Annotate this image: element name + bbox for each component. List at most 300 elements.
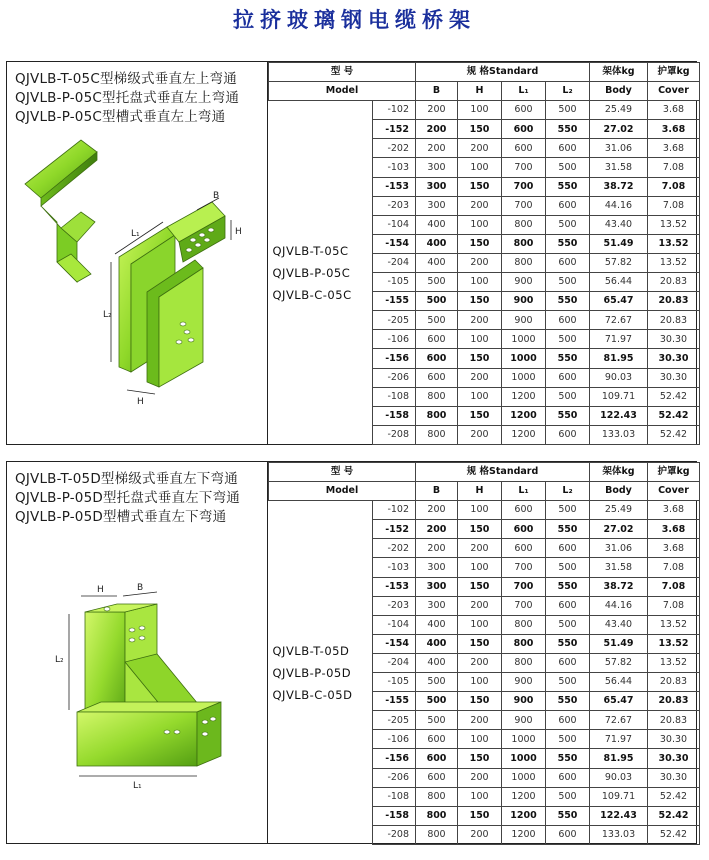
header-col-l1: L₁ [502, 482, 546, 501]
cell-l1: 1000 [502, 749, 546, 768]
cell-cover: 3.68 [648, 120, 700, 139]
cell-cover: 13.52 [648, 215, 700, 234]
dimension-label-l1: L₁ [133, 781, 142, 791]
cell-body: 122.43 [590, 806, 648, 825]
cell-h: 150 [458, 749, 502, 768]
cell-l1: 900 [502, 311, 546, 330]
cell-h: 150 [458, 120, 502, 139]
cell-l1: 800 [502, 234, 546, 253]
cell-code: -156 [373, 349, 416, 368]
cell-b: 600 [416, 368, 458, 387]
cell-cover: 7.08 [648, 158, 700, 177]
cell-h: 100 [458, 673, 502, 692]
cell-l2: 500 [546, 673, 590, 692]
cell-l2: 600 [546, 539, 590, 558]
cell-h: 200 [458, 711, 502, 730]
cell-l1: 1200 [502, 406, 546, 425]
cell-l2: 600 [546, 653, 590, 672]
cell-code: -203 [373, 196, 416, 215]
table-row [269, 101, 700, 120]
cell-code: -206 [373, 768, 416, 787]
cell-h: 200 [458, 253, 502, 272]
cell-body: 71.97 [590, 330, 648, 349]
cell-body: 31.06 [590, 539, 648, 558]
cell-l2: 550 [546, 349, 590, 368]
cell-h: 200 [458, 368, 502, 387]
cell-code: -152 [373, 120, 416, 139]
cell-code: -104 [373, 615, 416, 634]
cell-b: 600 [416, 749, 458, 768]
cell-h: 100 [458, 387, 502, 406]
cell-b: 400 [416, 234, 458, 253]
cell-l2: 500 [546, 101, 590, 120]
product-panel-05c [6, 61, 697, 445]
product-panel-05d [6, 461, 697, 844]
cell-code: -106 [373, 330, 416, 349]
cell-body: 133.03 [590, 425, 648, 444]
product-description [15, 70, 239, 127]
cell-l1: 800 [502, 634, 546, 653]
header-cover-en: Cover [648, 82, 700, 101]
cell-b: 400 [416, 615, 458, 634]
dimension-label-h: H [97, 585, 104, 595]
cell-cover: 52.42 [648, 825, 700, 844]
cell-l1: 600 [502, 520, 546, 539]
header-col-l1: L₁ [502, 82, 546, 101]
cell-l1: 800 [502, 215, 546, 234]
cell-l2: 550 [546, 806, 590, 825]
cell-l1: 1200 [502, 425, 546, 444]
cell-cover: 52.42 [648, 425, 700, 444]
cell-l1: 900 [502, 711, 546, 730]
cell-body: 31.06 [590, 139, 648, 158]
cell-body: 57.82 [590, 653, 648, 672]
spec-table-05c [267, 62, 698, 444]
cell-code: -102 [373, 501, 416, 520]
cell-cover: 52.42 [648, 406, 700, 425]
cell-code: -154 [373, 634, 416, 653]
cell-l1: 800 [502, 253, 546, 272]
product-info-05d [7, 462, 267, 843]
cell-l2: 500 [546, 330, 590, 349]
cell-body: 25.49 [590, 501, 648, 520]
cell-h: 100 [458, 215, 502, 234]
cell-l2: 500 [546, 787, 590, 806]
cell-l2: 600 [546, 768, 590, 787]
cell-cover: 7.08 [648, 577, 700, 596]
cell-h: 150 [458, 692, 502, 711]
cell-h: 200 [458, 539, 502, 558]
dimension-label-b: B [213, 191, 220, 201]
cell-body: 109.71 [590, 787, 648, 806]
cell-l2: 600 [546, 711, 590, 730]
cell-body: 44.16 [590, 196, 648, 215]
cell-body: 27.02 [590, 120, 648, 139]
cell-b: 200 [416, 139, 458, 158]
cell-code: -155 [373, 692, 416, 711]
cell-l2: 550 [546, 234, 590, 253]
cell-h: 200 [458, 425, 502, 444]
cell-code: -104 [373, 215, 416, 234]
cell-l2: 600 [546, 596, 590, 615]
cell-body: 51.49 [590, 234, 648, 253]
cell-l2: 550 [546, 406, 590, 425]
cell-cover: 3.68 [648, 539, 700, 558]
header-col-b: B [416, 482, 458, 501]
cell-h: 200 [458, 596, 502, 615]
cell-l1: 800 [502, 615, 546, 634]
cell-code: -153 [373, 177, 416, 196]
cell-h: 100 [458, 273, 502, 292]
cell-l2: 500 [546, 387, 590, 406]
cell-h: 200 [458, 311, 502, 330]
dimension-label-l1: L₁ [131, 229, 140, 239]
cell-h: 100 [458, 730, 502, 749]
cell-code: -105 [373, 673, 416, 692]
dimension-label-h-bottom: H [137, 397, 144, 407]
cell-code: -102 [373, 101, 416, 120]
dimension-label-h: H [235, 227, 242, 237]
header-col-b: B [416, 82, 458, 101]
cell-h: 100 [458, 330, 502, 349]
cell-l1: 700 [502, 196, 546, 215]
cell-cover: 20.83 [648, 692, 700, 711]
cell-body: 122.43 [590, 406, 648, 425]
cell-b: 800 [416, 425, 458, 444]
cell-cover: 20.83 [648, 673, 700, 692]
header-body-en: Body [590, 82, 648, 101]
cell-cover: 7.08 [648, 596, 700, 615]
header-cover-en: Cover [648, 482, 700, 501]
cell-body: 65.47 [590, 292, 648, 311]
cell-l1: 1200 [502, 825, 546, 844]
cell-cover: 30.30 [648, 768, 700, 787]
dimension-label-l2: L₂ [103, 310, 112, 320]
cell-code: -105 [373, 273, 416, 292]
cell-body: 72.67 [590, 711, 648, 730]
cell-b: 400 [416, 215, 458, 234]
header-cover-cn: 护罩kg [648, 63, 700, 82]
product-description [15, 470, 240, 527]
cell-h: 150 [458, 634, 502, 653]
cell-code: -202 [373, 139, 416, 158]
cell-l1: 900 [502, 273, 546, 292]
cell-b: 800 [416, 387, 458, 406]
model-name: QJVLB-P-05C [272, 265, 351, 280]
cell-l1: 1200 [502, 806, 546, 825]
cell-l1: 700 [502, 596, 546, 615]
cell-h: 150 [458, 806, 502, 825]
cell-code: -154 [373, 234, 416, 253]
cell-h: 150 [458, 234, 502, 253]
cell-l1: 600 [502, 101, 546, 120]
cell-b: 400 [416, 634, 458, 653]
cell-l1: 600 [502, 120, 546, 139]
cell-h: 200 [458, 196, 502, 215]
cell-b: 600 [416, 768, 458, 787]
cell-b: 500 [416, 711, 458, 730]
description-line: QJVLB-P-05D型托盘式垂直左下弯通 [15, 490, 240, 506]
cell-cover: 52.42 [648, 387, 700, 406]
cell-h: 100 [458, 787, 502, 806]
cell-code: -205 [373, 311, 416, 330]
cell-l1: 800 [502, 653, 546, 672]
cell-body: 90.03 [590, 768, 648, 787]
cell-b: 300 [416, 196, 458, 215]
cell-code: -158 [373, 406, 416, 425]
header-col-h: H [458, 82, 502, 101]
cell-l1: 700 [502, 177, 546, 196]
cell-l1: 1200 [502, 787, 546, 806]
cell-h: 150 [458, 292, 502, 311]
cell-code: -205 [373, 711, 416, 730]
cell-code: -208 [373, 825, 416, 844]
cell-l1: 1200 [502, 387, 546, 406]
model-names-cell [269, 101, 373, 445]
description-line: QJVLB-T-05D型梯级式垂直左下弯通 [15, 471, 238, 487]
cell-l1: 600 [502, 539, 546, 558]
cell-b: 200 [416, 501, 458, 520]
cell-l2: 600 [546, 425, 590, 444]
cell-body: 43.40 [590, 215, 648, 234]
cell-body: 56.44 [590, 273, 648, 292]
header-col-l2: L₂ [546, 82, 590, 101]
cell-code: -106 [373, 730, 416, 749]
header-body-cn: 架体kg [590, 63, 648, 82]
cell-b: 800 [416, 825, 458, 844]
product-info-05c [7, 62, 267, 444]
cell-code: -206 [373, 368, 416, 387]
cell-b: 300 [416, 558, 458, 577]
cell-h: 100 [458, 615, 502, 634]
cell-l2: 600 [546, 253, 590, 272]
cell-cover: 7.08 [648, 177, 700, 196]
cell-code: -208 [373, 425, 416, 444]
cell-body: 71.97 [590, 730, 648, 749]
cell-code: -103 [373, 158, 416, 177]
cell-cover: 20.83 [648, 292, 700, 311]
cell-l2: 500 [546, 558, 590, 577]
cell-b: 300 [416, 577, 458, 596]
cell-l2: 600 [546, 825, 590, 844]
cell-b: 300 [416, 158, 458, 177]
cell-l2: 550 [546, 177, 590, 196]
cell-l1: 900 [502, 673, 546, 692]
cell-body: 57.82 [590, 253, 648, 272]
cell-b: 400 [416, 253, 458, 272]
cell-l2: 550 [546, 120, 590, 139]
header-col-l2: L₂ [546, 482, 590, 501]
description-line: QJVLB-T-05C型梯级式垂直左上弯通 [15, 71, 237, 87]
cell-h: 150 [458, 349, 502, 368]
cell-l1: 600 [502, 139, 546, 158]
cell-h: 200 [458, 825, 502, 844]
header-model-en: Model [269, 482, 416, 501]
model-name: QJVLB-T-05D [272, 643, 350, 658]
cell-h: 200 [458, 653, 502, 672]
spec-rows [269, 101, 700, 445]
cell-l1: 1000 [502, 768, 546, 787]
cell-l1: 1000 [502, 368, 546, 387]
cell-l2: 550 [546, 749, 590, 768]
cell-cover: 30.30 [648, 349, 700, 368]
cell-b: 400 [416, 653, 458, 672]
model-name: QJVLB-C-05D [272, 687, 353, 702]
cell-code: -108 [373, 387, 416, 406]
cell-b: 500 [416, 311, 458, 330]
cell-l2: 550 [546, 577, 590, 596]
cell-l1: 900 [502, 692, 546, 711]
cell-l2: 500 [546, 215, 590, 234]
cell-l2: 550 [546, 520, 590, 539]
cell-h: 100 [458, 501, 502, 520]
cell-code: -153 [373, 577, 416, 596]
cell-body: 133.03 [590, 825, 648, 844]
cell-b: 800 [416, 406, 458, 425]
page-title: 拉挤玻璃钢电缆桥架 [233, 7, 476, 32]
cell-body: 109.71 [590, 387, 648, 406]
cell-b: 500 [416, 673, 458, 692]
cell-body: 31.58 [590, 558, 648, 577]
cell-h: 150 [458, 406, 502, 425]
cell-b: 600 [416, 330, 458, 349]
cell-l2: 550 [546, 692, 590, 711]
cell-l2: 600 [546, 368, 590, 387]
cell-l2: 500 [546, 273, 590, 292]
description-line: QJVLB-P-05C型托盘式垂直左上弯通 [15, 90, 240, 106]
cell-l2: 600 [546, 139, 590, 158]
cell-l2: 500 [546, 158, 590, 177]
cell-body: 81.95 [590, 349, 648, 368]
cell-b: 200 [416, 120, 458, 139]
cell-b: 500 [416, 273, 458, 292]
cell-cover: 13.52 [648, 653, 700, 672]
cell-h: 200 [458, 768, 502, 787]
cell-b: 600 [416, 349, 458, 368]
cell-code: -156 [373, 749, 416, 768]
cell-b: 300 [416, 596, 458, 615]
header-spec: 规 格Standard [416, 463, 590, 482]
model-name: QJVLB-P-05D [272, 665, 352, 680]
cell-cover: 30.30 [648, 368, 700, 387]
header-col-h: H [458, 482, 502, 501]
cell-cover: 13.52 [648, 253, 700, 272]
cell-cover: 13.52 [648, 634, 700, 653]
dimension-label-b: B [137, 583, 144, 593]
cell-b: 800 [416, 806, 458, 825]
header-model-cn: 型 号 [269, 463, 416, 482]
cell-code: -204 [373, 253, 416, 272]
cell-cover: 13.52 [648, 234, 700, 253]
cell-l2: 500 [546, 615, 590, 634]
cell-b: 200 [416, 520, 458, 539]
cell-l1: 1000 [502, 330, 546, 349]
cell-code: -204 [373, 653, 416, 672]
cell-l1: 1000 [502, 730, 546, 749]
cell-cover: 3.68 [648, 501, 700, 520]
model-names-cell [269, 501, 373, 845]
spec-rows [269, 501, 700, 845]
cell-l1: 700 [502, 558, 546, 577]
cell-l2: 500 [546, 730, 590, 749]
description-line: QJVLB-P-05D型槽式垂直左下弯通 [15, 509, 227, 525]
vertical-left-up-bend-illustration [7, 132, 267, 442]
description-line: QJVLB-P-05C型槽式垂直左上弯通 [15, 109, 226, 125]
cell-l1: 700 [502, 158, 546, 177]
cell-h: 200 [458, 139, 502, 158]
cell-cover: 7.08 [648, 196, 700, 215]
cell-b: 200 [416, 539, 458, 558]
cell-l2: 600 [546, 311, 590, 330]
model-name: QJVLB-T-05C [272, 243, 349, 258]
cell-cover: 20.83 [648, 711, 700, 730]
cell-code: -103 [373, 558, 416, 577]
cell-body: 43.40 [590, 615, 648, 634]
cell-body: 81.95 [590, 749, 648, 768]
cell-code: -158 [373, 806, 416, 825]
header-model-en: Model [269, 82, 416, 101]
cell-cover: 3.68 [648, 101, 700, 120]
cell-cover: 30.30 [648, 330, 700, 349]
cell-b: 500 [416, 292, 458, 311]
cell-h: 150 [458, 520, 502, 539]
cell-body: 38.72 [590, 177, 648, 196]
cell-h: 150 [458, 177, 502, 196]
cell-body: 25.49 [590, 101, 648, 120]
cell-l1: 900 [502, 292, 546, 311]
cell-l1: 600 [502, 501, 546, 520]
cell-cover: 20.83 [648, 311, 700, 330]
cell-h: 100 [458, 101, 502, 120]
cell-b: 600 [416, 730, 458, 749]
cell-body: 72.67 [590, 311, 648, 330]
spec-table-05d [267, 462, 698, 843]
cell-cover: 52.42 [648, 806, 700, 825]
cell-l2: 600 [546, 196, 590, 215]
dimension-label-l2: L₂ [55, 655, 64, 665]
cell-body: 51.49 [590, 634, 648, 653]
cell-cover: 30.30 [648, 730, 700, 749]
cell-body: 27.02 [590, 520, 648, 539]
cell-cover: 52.42 [648, 787, 700, 806]
header-cover-cn: 护罩kg [648, 463, 700, 482]
cell-b: 800 [416, 787, 458, 806]
cell-l2: 550 [546, 634, 590, 653]
cell-h: 100 [458, 558, 502, 577]
cell-body: 56.44 [590, 673, 648, 692]
header-model-cn: 型 号 [269, 63, 416, 82]
cell-cover: 30.30 [648, 749, 700, 768]
cell-b: 500 [416, 692, 458, 711]
cell-l1: 700 [502, 577, 546, 596]
cell-body: 31.58 [590, 158, 648, 177]
cell-cover: 3.68 [648, 139, 700, 158]
cell-cover: 3.68 [648, 520, 700, 539]
cell-cover: 20.83 [648, 273, 700, 292]
cell-body: 38.72 [590, 577, 648, 596]
model-name: QJVLB-C-05C [272, 287, 352, 302]
cell-code: -108 [373, 787, 416, 806]
cell-h: 150 [458, 577, 502, 596]
cell-h: 100 [458, 158, 502, 177]
cell-code: -155 [373, 292, 416, 311]
header-body-en: Body [590, 482, 648, 501]
cell-code: -202 [373, 539, 416, 558]
header-body-cn: 架体kg [590, 463, 648, 482]
header-spec: 规 格Standard [416, 63, 590, 82]
cell-l2: 550 [546, 292, 590, 311]
cell-b: 200 [416, 101, 458, 120]
